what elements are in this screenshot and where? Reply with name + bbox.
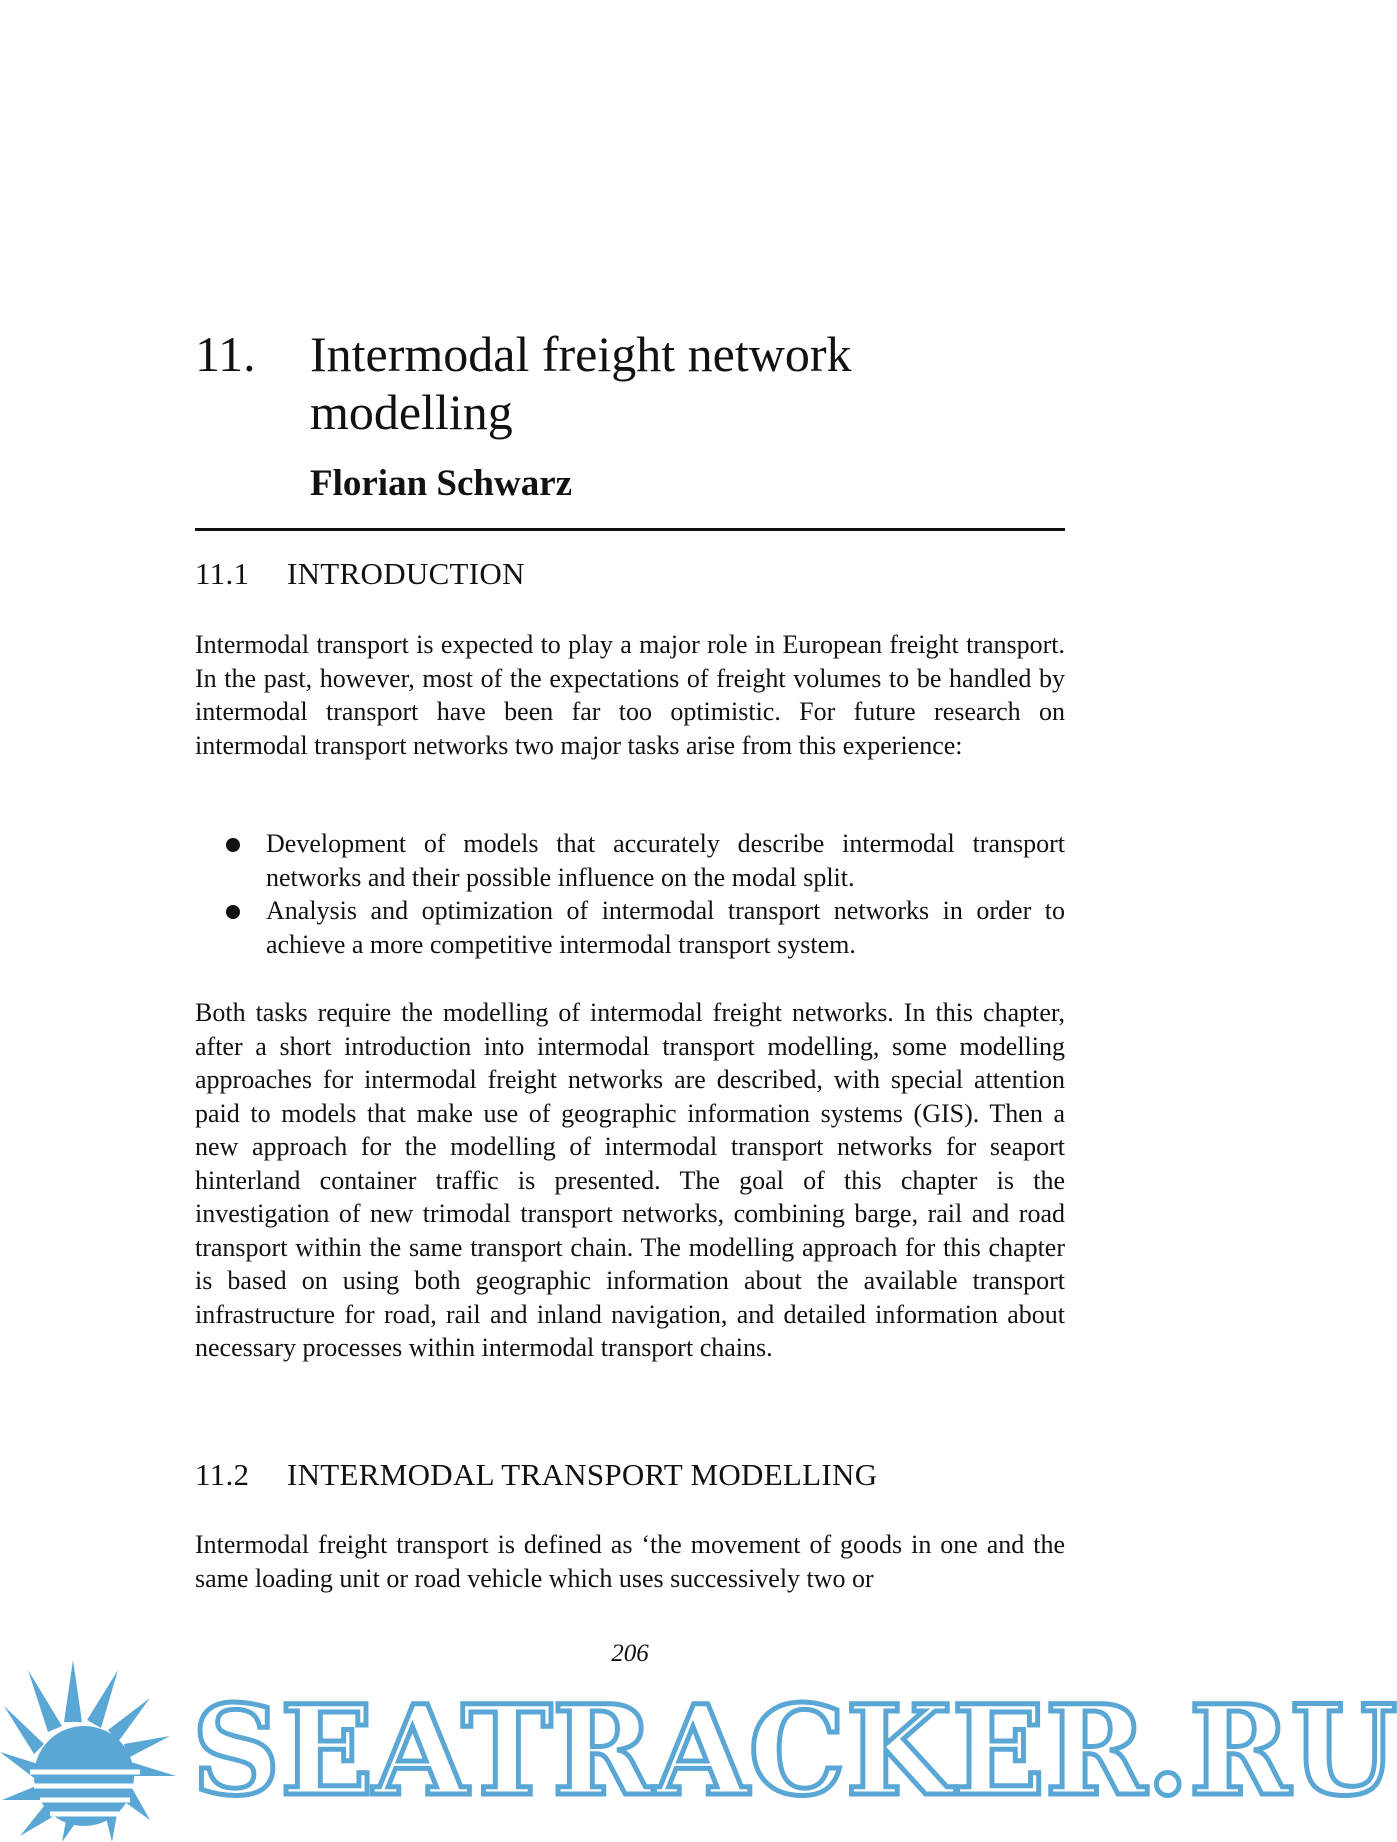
section-number: 11.2 [195, 1457, 250, 1492]
chapter-author: Florian Schwarz [310, 463, 573, 504]
intro-paragraph-2: Both tasks require the modelling of intermodal freight networks. In this chapter, after a short introduction into intermodal transport modelling, some modelling approaches for intermodal freight networks are described, with special attention paid to models that make use of geographic information systems (GIS). Then a new approach for the modelling of intermodal transport networks for seaport hinterland container traffic is presented. The goal of this chapter is the investigation of new trimodal transport networks, combining barge, rail and road transport within the same transport chain. The modelling approach for this chapter is based on using both geographic information about the available transport infrastructure for road, rail and inland navigation, and detailed information about necessary processes within intermodal transport chains. [195, 998, 1065, 1362]
section-title: INTRODUCTION [287, 556, 525, 591]
intro-paragraph-1: Intermodal transport is expected to play a major role in European freight transport. In the past, however, most of the expectations of freight volumes to be handled by intermodal transport have been far too optimistic. For future research on intermodal transport networks two major tasks arise from this experience: [195, 630, 1065, 760]
heading-divider [195, 528, 1065, 531]
section-heading-intermodal-transport-modelling [195, 1457, 877, 1493]
section-title: INTERMODAL TRANSPORT MODELLING [287, 1457, 878, 1492]
page-number: 206 [611, 1640, 649, 1667]
bullet-text: Development of models that accurately describe intermodal transport networks and their possible influence on the modal split. [266, 829, 1065, 892]
task-bullet-list [195, 827, 1065, 961]
bullet-item [195, 894, 1065, 961]
bullet-item [195, 827, 1065, 894]
section-heading-introduction [195, 556, 525, 592]
bullet-icon [226, 905, 240, 919]
modelling-paragraph-1: Intermodal freight transport is defined as ‘the movement of goods in one and the same loading unit or road vehicle which uses successively two or [195, 1530, 1065, 1593]
chapter-title: Intermodal freight network modelling [310, 326, 852, 440]
bullet-text: Analysis and optimization of intermodal transport networks in order to achieve a more competitive intermodal transport system. [266, 896, 1065, 959]
sun-icon [0, 1660, 190, 1842]
bullet-icon [226, 838, 240, 852]
watermark [0, 1660, 1397, 1842]
watermark-text: SEATRACKER.RU [192, 1679, 1397, 1824]
chapter-number: 11. [195, 326, 256, 382]
section-number: 11.1 [195, 556, 250, 591]
